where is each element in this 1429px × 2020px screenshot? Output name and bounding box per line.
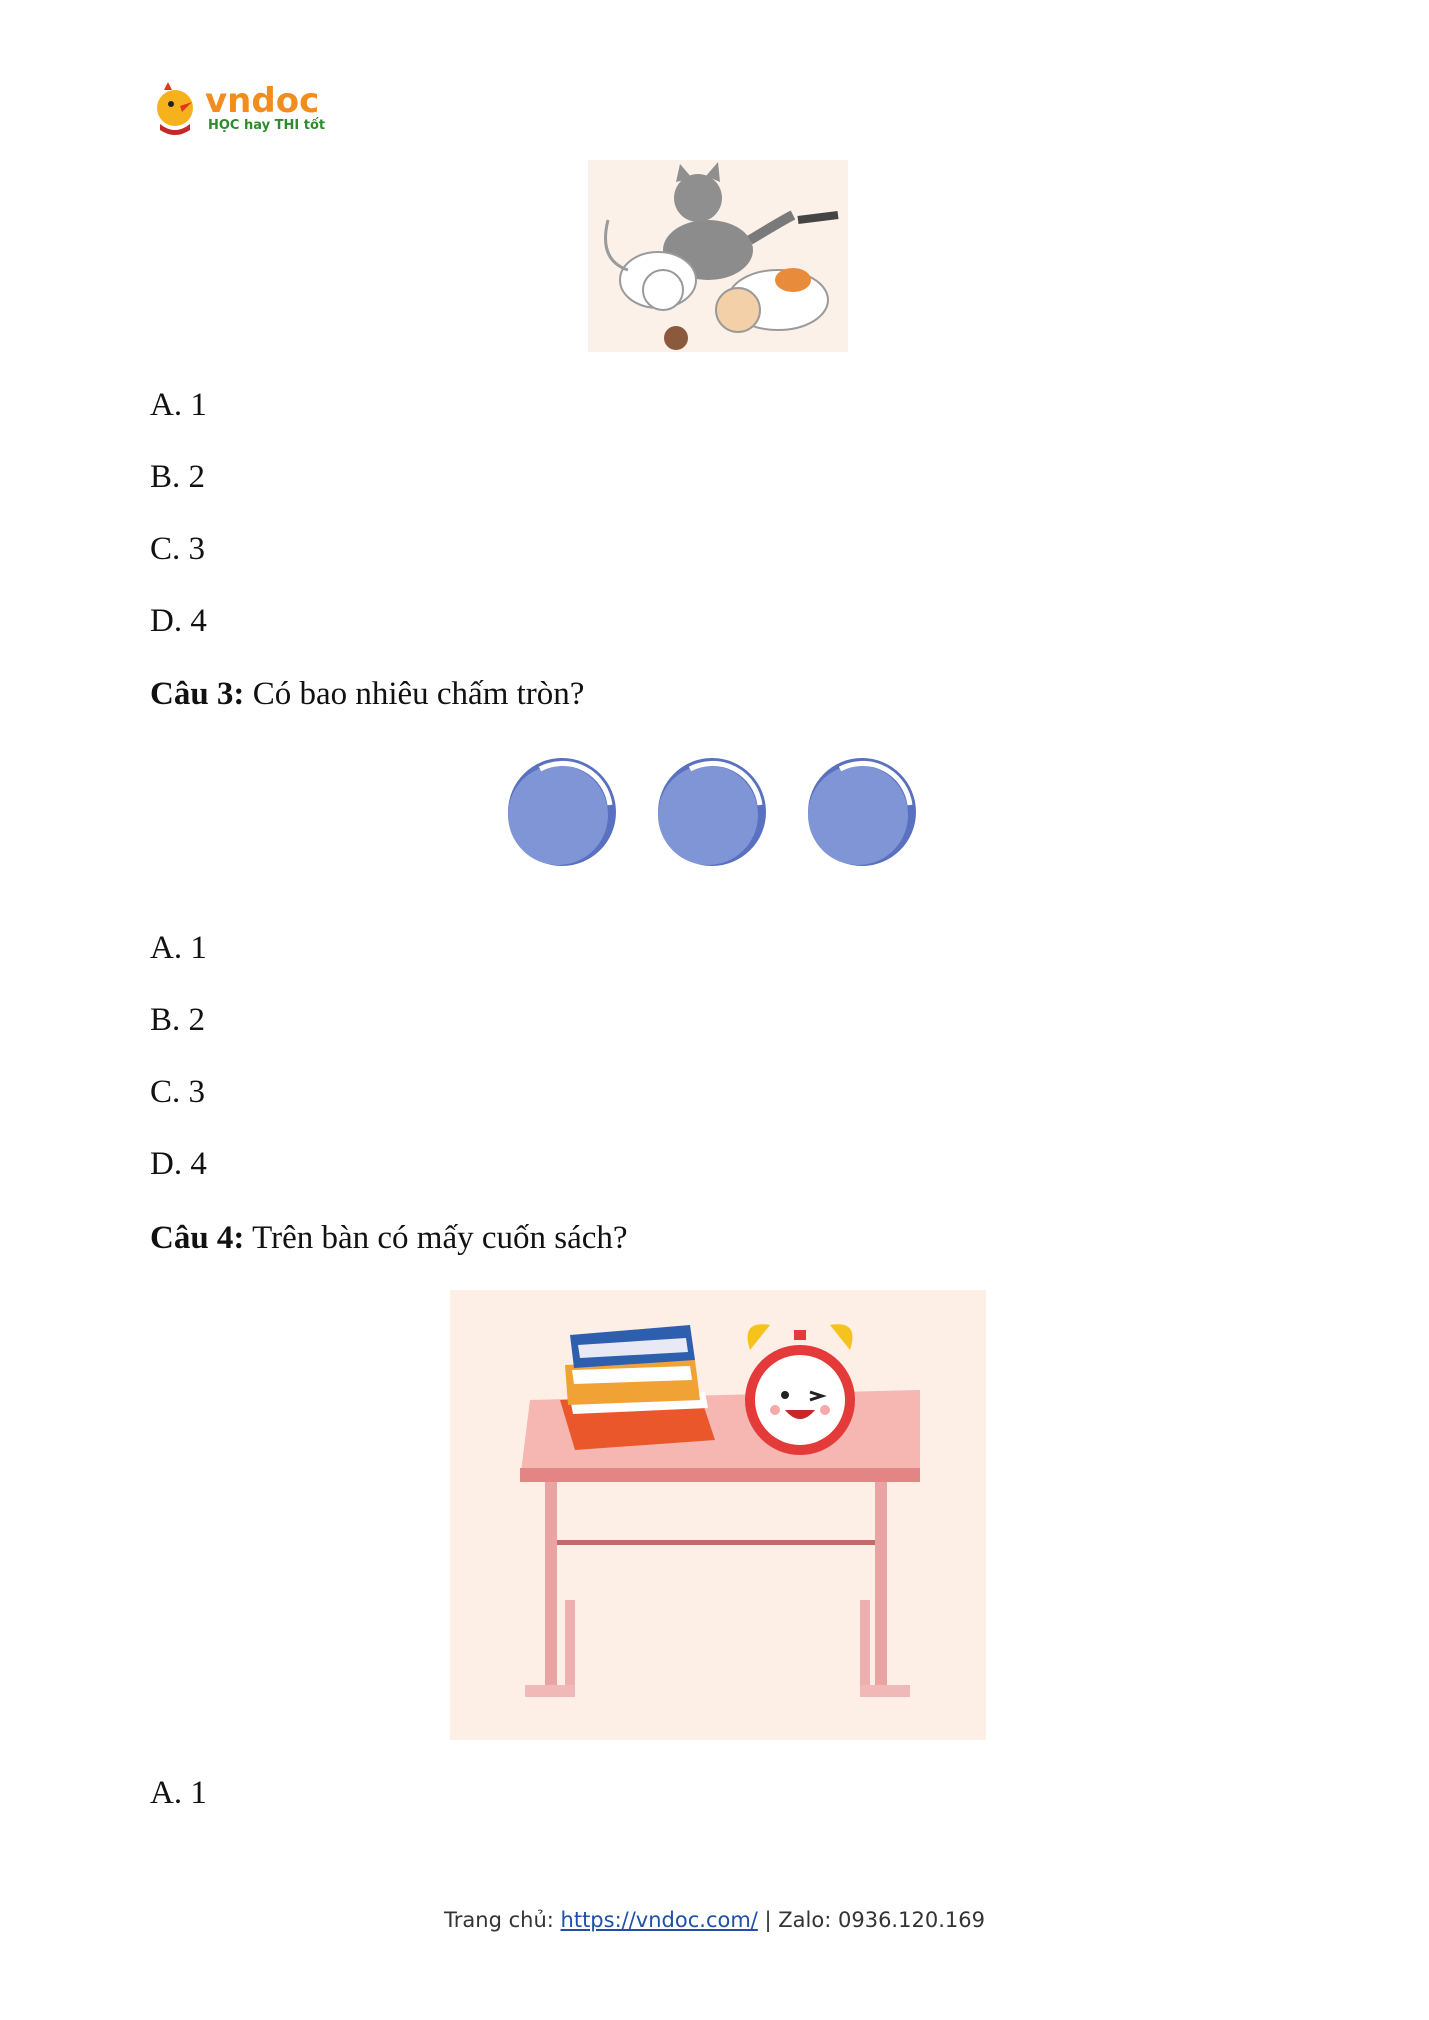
q3-option-b[interactable]: B. 2 [150,1002,206,1038]
dots-illustration [500,755,920,875]
footer-prefix: Trang chủ: [444,1908,561,1932]
logo-tagline: HỌC hay THI tốt [208,118,326,133]
cats-illustration [588,160,848,352]
question-3 [150,674,584,714]
q3-option-a[interactable]: A. 1 [150,930,207,966]
dot-2 [658,758,766,866]
q3-option-d[interactable]: D. 4 [150,1146,207,1182]
question-4-label: Câu 4: [150,1220,245,1256]
q2-option-b[interactable]: B. 2 [150,459,206,495]
q3-option-c[interactable]: C. 3 [150,1074,206,1110]
desk-books-clock-illustration [450,1290,986,1740]
footer-contact: | Zalo: 0936.120.169 [757,1908,985,1932]
question-3-text: Có bao nhiêu chấm tròn? [244,676,585,712]
dot-3 [808,758,916,866]
question-4 [150,1218,628,1258]
svg-text:vndoc: vndoc [205,81,320,121]
book-stack-icon [560,1325,715,1450]
q4-option-a[interactable]: A. 1 [150,1775,207,1811]
question-3-label: Câu 3: [150,676,245,712]
page-footer [0,1908,1429,1932]
q2-option-c[interactable]: C. 3 [150,531,206,567]
q2-option-a[interactable]: A. 1 [150,387,207,423]
footer-homepage-link[interactable]: https://vndoc.com/ [560,1908,758,1932]
question-4-text: Trên bàn có mấy cuốn sách? [244,1220,628,1256]
q2-option-d[interactable]: D. 4 [150,603,207,639]
dot-1 [508,758,616,866]
